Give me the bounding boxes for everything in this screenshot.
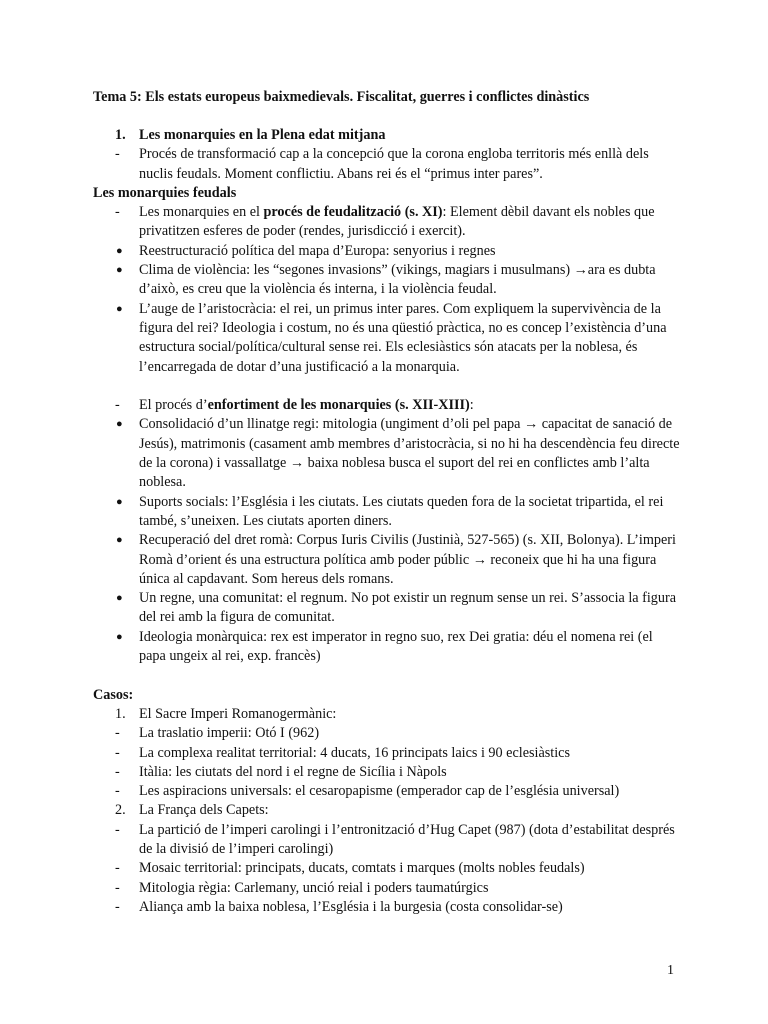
- list-item: [93, 531, 683, 589]
- subsection-heading: Les monarquies feudals: [93, 184, 237, 201]
- list-item-text-bold: enfortiment de les monarquies (s. XII-XIII): [207, 397, 470, 414]
- list-item: [93, 879, 683, 898]
- list-item: [93, 493, 683, 532]
- document-title: Tema 5: Els estats europeus baixmedievals. Fiscalitat, guerres i conflictes dinàstics: [93, 89, 590, 105]
- list-number: 1.: [115, 705, 126, 722]
- list-item: [93, 415, 683, 492]
- list-item-text: Mitologia règia: Carlemany, unció reial i poders taumatúrgics: [139, 879, 489, 896]
- list-item: [93, 261, 683, 300]
- dash-marker: -: [115, 146, 120, 163]
- bullet-icon: ●: [116, 630, 123, 643]
- section-heading: [93, 126, 683, 145]
- bullet-icon: ●: [116, 592, 123, 605]
- dash-marker: -: [115, 821, 120, 838]
- dash-marker: -: [115, 783, 120, 800]
- bullet-icon: ●: [116, 495, 123, 508]
- subsection-heading: Casos:: [93, 686, 134, 703]
- list-item-text: Procés de transformació cap a la concepció que la corona engloba territoris més enllà dels nuclis feudals. Moment conflictiu. Abans rei és el “primus inter pares”.: [139, 146, 649, 182]
- list-item: [93, 724, 683, 743]
- dash-marker: -: [115, 898, 120, 915]
- list-item-text: La França dels Capets:: [139, 802, 269, 819]
- list-item-text: Itàlia: les ciutats del nord i el regne de Sicília i Nàpols: [139, 763, 447, 780]
- list-item-text: Mosaic territorial: principats, ducats, comtats i marques (molts nobles feudals): [139, 860, 585, 877]
- list-item-text: Un regne, una comunitat: el regnum. No pot existir un regnum sense un rei. S’associa la figura del rei amb la figura de comunitat.: [139, 590, 677, 626]
- list-item: [93, 859, 683, 878]
- dash-marker: -: [115, 397, 120, 414]
- bullet-icon: ●: [116, 302, 123, 315]
- list-item-text: Suports socials: l’Església i les ciutats. Les ciutats queden fora de la societat tripartida, el rei també, s’uneixen. Les ciutats aporten diners.: [139, 493, 664, 529]
- list-item-text: Recuperació del dret romà: Corpus Iuris Civilis (Justinià, 527-565) (s. XII, Bolonya). L’imperi Romà d’orient és una estructura política amb poder públic → reconeix que hi ha una figura única al capdavant. Som hereus dels romans.: [139, 532, 676, 587]
- list-item: [93, 782, 683, 801]
- bullet-icon: ●: [116, 264, 123, 277]
- dash-marker: -: [115, 860, 120, 877]
- dash-marker: -: [115, 725, 120, 742]
- bullet-icon: ●: [116, 534, 123, 547]
- list-item-text: Aliança amb la baixa noblesa, l’Església i la burgesia (costa consolidar-se): [139, 898, 563, 915]
- list-item-text-lead: Les monarquies en el: [139, 204, 264, 221]
- list-item-text-bold: procés de feudalització (s. XI): [263, 204, 443, 221]
- list-item: [93, 300, 683, 377]
- list-item-text: Consolidació d’un llinatge regi: mitologia (ungiment d’oli pel papa → capacitat de sanació de Jesús), matrimonis (casament amb membres d’aristocràcia, si no hi ha descendència feu directe de la corona) i vassallatge → baixa noblesa busca el suport del rei en conflictes amb l’alta noblesa.: [139, 416, 680, 491]
- page-number: 1: [667, 963, 674, 978]
- list-item: [93, 242, 683, 261]
- list-item-text: Ideologia monàrquica: rex est imperator in regno suo, rex Dei gratia: déu el nomena rei (el papa ungeix al rei, exp. francès): [139, 628, 653, 665]
- bullet-icon: ●: [116, 418, 123, 431]
- list-item-text-lead: El procés d’: [139, 397, 208, 414]
- list-item: [93, 898, 683, 917]
- spacer: [93, 666, 683, 685]
- list-item-text: L’auge de l’aristocràcia: el rei, un primus inter pares. Com expliquem la supervivència de la figura del rei? Ideologia i costum, no és una qüestió pràctica, no es concep l’existència d’una estructura social/política/cultural sense rei. Els eclesiàstics són atacats per la noblesa, és l’encarregada de dotar d’una justificació a la monarquia.: [139, 300, 667, 375]
- dash-marker: -: [115, 744, 120, 761]
- list-item-text: La complexa realitat territorial: 4 ducats, 16 principats laics i 90 eclesiàstics: [139, 744, 570, 761]
- list-item: [93, 396, 683, 415]
- dash-marker: -: [115, 763, 120, 780]
- dash-marker: -: [115, 204, 120, 221]
- list-item: [93, 763, 683, 782]
- list-number: 2.: [115, 802, 126, 819]
- bullet-icon: ●: [116, 244, 123, 257]
- list-item-text: La partició de l’imperi carolingi i l’entronització d’Hug Capet (987) (dota d’estabilitat després de la divisió de l’imperi carolingi): [139, 821, 675, 857]
- list-item: [93, 203, 683, 242]
- list-item-text: Reestructuració política del mapa d’Europa: senyorius i regnes: [139, 242, 496, 259]
- list-item-text: El Sacre Imperi Romanogermànic:: [139, 705, 337, 722]
- list-item: [93, 628, 683, 667]
- list-item: [93, 801, 683, 820]
- document-body: [93, 126, 683, 917]
- section-title: Les monarquies en la Plena edat mitjana: [139, 127, 386, 143]
- list-item: [93, 705, 683, 724]
- list-item-text: La traslatio imperii: Otó I (962): [139, 725, 320, 742]
- dash-marker: -: [115, 879, 120, 896]
- list-item: [93, 821, 683, 860]
- list-item-text-rest: : Element dèbil davant els nobles que privatitzen esferes de poder (rendes, jurisdicció i exercit).: [139, 204, 655, 240]
- list-item: [93, 145, 683, 184]
- list-number: 1.: [115, 127, 126, 143]
- list-item: [93, 744, 683, 763]
- list-item: [93, 589, 683, 628]
- spacer: [93, 377, 683, 396]
- list-item-text: Les aspiracions universals: el cesaropapisme (emperador cap de l’església universal): [139, 783, 620, 800]
- list-item-text: Clima de violència: les “segones invasions” (vikings, magiars i musulmans) →ara es dubta d’això, es creu que la violència és interna, i la violència feudal.: [139, 262, 656, 298]
- list-item-text-rest: :: [469, 397, 474, 414]
